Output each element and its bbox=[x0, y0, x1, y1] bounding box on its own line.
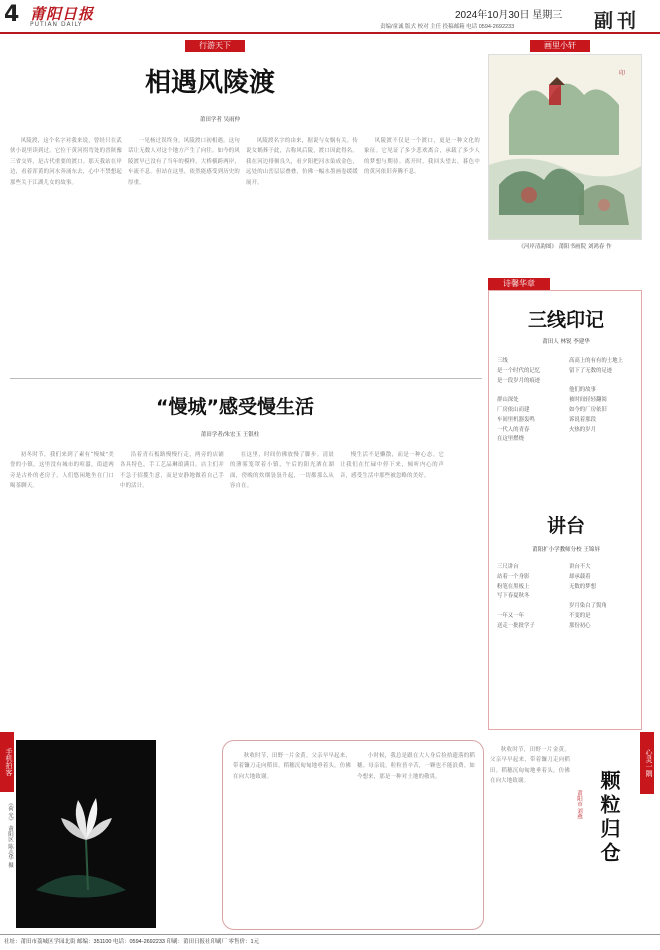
poem-line bbox=[569, 377, 639, 387]
poem-line: 群山深处 bbox=[497, 397, 519, 404]
poem-line: 是一个时代的记忆 bbox=[497, 367, 541, 374]
landscape-painting bbox=[488, 54, 642, 240]
grain-text-col3: 秋收时节，田野一片金黄。父亲早早起来，带着镰刀走向稻田。稻穗沉甸甸地垂着头，仿佛在向大地致谢。 bbox=[490, 747, 570, 785]
grain-section-tag: 心灵一隅 bbox=[640, 732, 654, 794]
poem-section-tag: 诗馨华章 bbox=[488, 278, 550, 290]
article1-col4: 风陵渡不仅是一个渡口，更是一种文化的象征。它见证了多少悲欢离合，承载了多少人的梦想与期待。离开时，我回头望去，暮色中的黄河依旧奔腾不息。 bbox=[364, 138, 480, 176]
poem-line: 岁月染白了鬓角 bbox=[569, 603, 607, 610]
grain-text-col1: 秋收时节，田野一片金黄。父亲早早起来，带着镰刀走向稻田。稻穗沉甸甸地垂着头，仿佛在向大地致谢。 bbox=[233, 753, 351, 780]
photo-section-tag: 手机拍客 bbox=[0, 732, 14, 792]
poem-line: 车间里机器轰鸣 bbox=[497, 416, 535, 423]
grain-title: 颗粒归仓 bbox=[597, 770, 621, 866]
lotus-photo bbox=[16, 740, 156, 928]
article1-title: 相遇风陵渡 bbox=[144, 68, 275, 98]
poem-line: 粉笔在黑板上 bbox=[497, 583, 530, 590]
footer-info: 社址：莆田市荔城区学园北街 邮编：351100 电话：0594-2692233 印刷：莆田日报社印刷厂 零售价：1元 bbox=[0, 934, 660, 950]
poem-line: 他们的故事 bbox=[569, 387, 596, 394]
poem2-left bbox=[497, 563, 563, 632]
page-number: 4 bbox=[4, 2, 20, 27]
poem-line bbox=[497, 386, 563, 396]
masthead bbox=[0, 0, 660, 34]
poem-line: 送走一批批学子 bbox=[497, 622, 535, 629]
issue-date: 2024年10月30日 星期三 bbox=[455, 10, 563, 21]
poem-line: 三线 bbox=[497, 358, 508, 364]
article2-col3: 在这里，时间仿佛放慢了脚步。清晨的薄雾笼罩着小镇，午后的阳光洒在湖面，傍晚的炊烟袅袅升起，一切都那么从容自在。 bbox=[230, 452, 334, 490]
grain-text-col2: 小时候，我总是跟在大人身后捡拾遗落的稻穗。母亲说，粒粒皆辛苦，一颗也不能浪费。如今想来，那是一种对土地的敬畏。 bbox=[357, 753, 475, 780]
poem-line bbox=[569, 592, 639, 602]
svg-text:印: 印 bbox=[619, 70, 626, 77]
newspaper-logo: 莆阳日报 bbox=[30, 5, 95, 23]
poem-line: 写下春夏秋冬 bbox=[497, 593, 530, 600]
poem-line: 那份初心 bbox=[569, 622, 591, 629]
article2-col1: 初冬时节，我们来到了素有“慢城”美誉的小镇。这里没有城市的喧嚣，街道两旁是古朴的老房子，人们悠闲地坐在门口喝茶聊天。 bbox=[10, 452, 114, 490]
grain-byline: 莆阳市 刘燕 bbox=[576, 790, 582, 820]
poem2-byline: 莆阳扩小学教师分校 王锦屏 bbox=[532, 547, 600, 553]
poem-line: 讲台不大 bbox=[569, 564, 591, 570]
lotus-photo-art bbox=[16, 740, 156, 928]
poem-line bbox=[497, 602, 563, 612]
article2-byline: 莆田学者/朱宏玉 王银柱 bbox=[200, 432, 260, 438]
editor-info: 责编/童诚 版式 校对 主任 投稿邮箱 电话 0594-2692233 bbox=[380, 24, 515, 30]
poem-line: 一代人的青春 bbox=[497, 426, 530, 433]
article1-col3: 风陵渡名字的由来，据说与女娲有关。传说女娲葬于此，古称风后陵，渡口因此得名。我在河边徘徊良久，看夕阳把河水染成金色，远处的山峦层层叠叠，仿佛一幅水墨画卷缓缓展开。 bbox=[246, 138, 358, 186]
poem-line: 是一段岁月的痕迹 bbox=[497, 377, 541, 384]
poem-line: 火热的岁月 bbox=[569, 426, 596, 433]
painting-tag: 画里小轩 bbox=[530, 40, 590, 52]
painting-caption: 《河岸清韵图》 莆阳书画院 刘鸿春 作 bbox=[518, 244, 612, 250]
article1-col2: 一见杨过误终身，风陵渡口初相遇。这句话让无数人对这个地方产生了向往。如今的风陵渡早已没有了当年的模样，大桥横跨两岸，车流不息。但站在这里，依然能感受到历史的厚重。 bbox=[128, 138, 240, 186]
poem1-right bbox=[569, 357, 639, 435]
poem-line: 留下了无数的足迹 bbox=[569, 367, 613, 374]
poem1-byline: 莆田人 林锐 李建华 bbox=[542, 339, 590, 345]
poem-line: 三尺讲台 bbox=[497, 564, 519, 570]
poem-line: 却承载着 bbox=[569, 573, 591, 580]
poem-line: 一年又一年 bbox=[497, 612, 524, 619]
poem-line: 在这里燃烧 bbox=[497, 436, 524, 443]
poem-line: 无数的梦想 bbox=[569, 583, 596, 590]
poem1-title: 三线印记 bbox=[527, 309, 604, 331]
poem-line: 被时间轻轻翻阅 bbox=[569, 397, 607, 404]
article1-col1: 风陵渡，这个名字对我来说，曾经只在武侠小说里读到过。它位于黄河拐弯处的晋陕豫三省交界，是古代重要的渡口。那天我站在岸边，看着浑黄的河水奔涌东去，心中不禁想起那些关于江湖儿女的故事。 bbox=[10, 138, 122, 186]
poem-line: 如今的厂房依旧 bbox=[569, 406, 607, 413]
divider bbox=[10, 378, 482, 379]
poem-line: 高高上的有有的土地上 bbox=[569, 358, 623, 364]
section-title: 副刊 bbox=[593, 10, 640, 32]
poem2-right bbox=[569, 563, 639, 632]
poem-line: 不变的是 bbox=[569, 612, 591, 619]
article2-title: “慢城”感受慢生活 bbox=[156, 396, 314, 418]
poem-line: 厂房依山而建 bbox=[497, 406, 530, 413]
poem1-left bbox=[497, 357, 563, 445]
poem-line: 站着一个身影 bbox=[497, 573, 530, 580]
article1-tag: 行游天下 bbox=[185, 40, 245, 52]
poem2-title: 讲台 bbox=[546, 515, 585, 537]
photo-caption: 《荷 光》 莆阳区 陈志华 摄 bbox=[7, 800, 13, 868]
article1-byline: 莆田学者 吴雨仲 bbox=[199, 117, 241, 123]
landscape-painting-art bbox=[489, 55, 642, 240]
newspaper-logo-sub: PUTIAN DAILY bbox=[30, 21, 83, 28]
article2-col4: 慢生活不是懒散，而是一种心态。它让我们在忙碌中停下来，倾听内心的声音，感受生活中那些被忽略的美好。 bbox=[340, 452, 444, 479]
grain-article-box bbox=[222, 740, 484, 930]
poem-line: 诉说着那段 bbox=[569, 416, 596, 423]
article2-col2: 沿着青石板路慢慢行走，两旁的店铺各具特色，手工艺品琳琅满目。店主们并不急于招揽生意，而是安静地做着自己手中的活计。 bbox=[120, 452, 224, 490]
poem-box bbox=[488, 290, 642, 730]
